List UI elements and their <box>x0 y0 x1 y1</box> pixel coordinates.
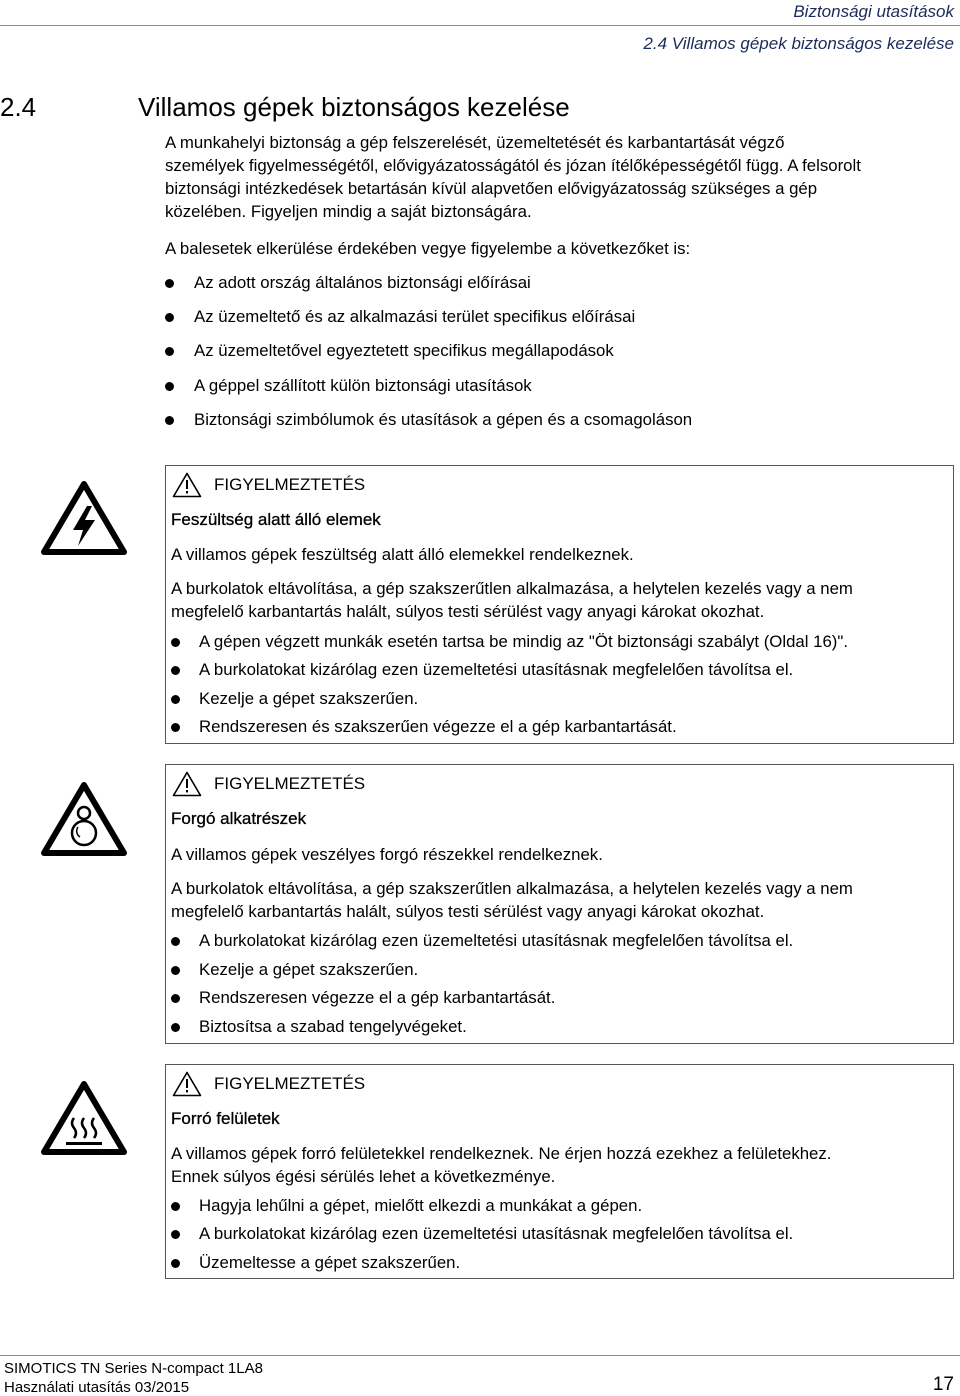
bullet-icon <box>171 994 180 1003</box>
warning-subject: Forgó alkatrészek <box>171 809 307 828</box>
warning-subject: Forró felületek <box>171 1109 280 1128</box>
footer-rule <box>0 1355 960 1356</box>
bullet-icon <box>171 638 180 647</box>
intro-lead: A balesetek elkerülése érdekében vegye figyelembe a következőket is: <box>165 239 691 258</box>
warning-consequence: A burkolatok eltávolítása, a gép szakszerűtlen alkalmazása, a helytelen kezelés vagy a nem megfelelő karbantartás halált, súlyos testi sérülést vagy anyagi károkat okozhat. <box>171 579 853 621</box>
warning-triangle-icon <box>172 472 202 498</box>
intro-line: közelében. Figyeljen mindig a saját biztonságára. <box>165 202 532 221</box>
header-rule <box>0 25 960 26</box>
bullet-icon <box>171 937 180 946</box>
signal-word: FIGYELMEZTETÉS <box>214 1074 366 1093</box>
bullet-icon <box>165 347 174 356</box>
warning-box: FIGYELMEZTETÉS Forró felületek A villamos gépek forró felületekkel rendelkeznek. Ne érjen hozzá ezekhez a felületekhez. Ennek súlyos égési sérülés lehet a következménye. Hagyja lehűlni a gépet, mielőtt elkezdi a munkákat a gépen. A burkolatokat kizárólag ezen üzemeltetési utasításnak megfelelően távolítsa el. Üzemeltesse a gépet szakszerűen. <box>165 1064 954 1279</box>
warning-consequence: A burkolatok eltávolítása, a gép szakszerűtlen alkalmazása, a helytelen kezelés vagy a nem megfelelő karbantartás halált, súlyos testi sérülést vagy anyagi károkat okozhat. <box>171 879 853 921</box>
intro-line: A munkahelyi biztonság a gép felszerelését, üzemeltetését és karbantartását végző <box>165 133 785 152</box>
warning-subject: Feszültség alatt álló elemek <box>171 510 381 529</box>
bullet-icon <box>165 313 174 322</box>
electric-voltage-icon <box>40 480 128 556</box>
rotating-parts-icon <box>40 781 128 857</box>
section-title: Villamos gépek biztonságos kezelése <box>138 92 570 122</box>
bullet-icon <box>171 1259 180 1268</box>
warning-triangle-icon <box>172 771 202 797</box>
bullet-icon <box>165 416 174 425</box>
bullet-icon <box>171 1202 180 1211</box>
bullet-icon <box>171 666 180 675</box>
warning-triangle-icon <box>172 1071 202 1097</box>
bullet-icon <box>165 382 174 391</box>
warning-box: FIGYELMEZTETÉS Forgó alkatrészek A villamos gépek veszélyes forgó részekkel rendelkeznek. A burkolatok eltávolítása, a gép szakszerűtlen alkalmazása, a helytelen kezelés vagy a nem megfelelő karbantartás halált, súlyos testi sérülést vagy anyagi károkat okozhat. A burkolatokat kizárólag ezen üzemeltetési utasításnak megfelelően távolítsa el. Kezelje a gépet szakszerűen. Rendszeresen végezze el a gép karbantartását. Biztosítsa a szabad tengelyvégeket. <box>165 764 954 1044</box>
bullet-icon <box>171 695 180 704</box>
running-header-chapter: Biztonsági utasítások <box>793 2 954 21</box>
bullet-icon <box>171 966 180 975</box>
running-header-section: 2.4 Villamos gépek biztonságos kezelése <box>643 34 954 53</box>
footer-document: Használati utasítás 03/2015 <box>4 1379 190 1396</box>
warning-text: A villamos gépek feszültség alatt álló elemekkel rendelkeznek. <box>171 545 634 564</box>
warning-box: FIGYELMEZTETÉS Feszültség alatt álló elemek A villamos gépek feszültség alatt álló elemekkel rendelkeznek. A burkolatok eltávolítása, a gép szakszerűtlen alkalmazása, a helytelen kezelés vagy a nem megfelelő karbantartás halált, súlyos testi sérülést vagy anyagi károkat okozhat. A gépen végzett munkák esetén tartsa be mindig az "Öt biztonsági szabályt (Oldal 16)". A burkolatokat kizárólag ezen üzemeltetési utasításnak megfelelően távolítsa el. Kezelje a gépet szakszerűen. Rendszeresen és szakszerűen végezze el a gép karbantartását. <box>165 465 954 744</box>
bullet-icon <box>171 1230 180 1239</box>
signal-word: FIGYELMEZTETÉS <box>214 475 366 494</box>
intro-line: biztonsági intézkedések betartásán kívül alapvetően elővigyázatosság szükséges a gép <box>165 179 818 198</box>
page-number: 17 <box>932 1374 954 1395</box>
hot-surface-icon <box>40 1080 128 1156</box>
warning-text: A villamos gépek veszélyes forgó részekkel rendelkeznek. <box>171 845 603 864</box>
bullet-icon <box>171 1023 180 1032</box>
intro-paragraph <box>165 131 955 223</box>
signal-word: FIGYELMEZTETÉS <box>214 774 366 793</box>
warning-text: A villamos gépek forró felületekkel rendelkeznek. Ne érjen hozzá ezekhez a felületekhez. Ennek súlyos égési sérülés lehet a következménye. <box>171 1144 832 1186</box>
bullet-icon <box>165 279 174 288</box>
intro-line: személyek figyelmességétől, elővigyázatosságától és józan ítélőképességétől függ. A felsorolt <box>165 156 861 175</box>
bullet-icon <box>171 723 180 732</box>
footer-product: SIMOTICS TN Series N-compact 1LA8 <box>4 1360 263 1377</box>
section-number: 2.4 <box>0 92 37 122</box>
